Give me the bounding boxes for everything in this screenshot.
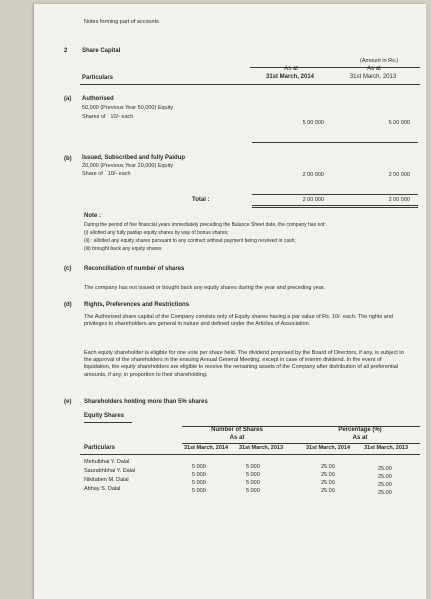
shares-2013-cell: 5 000 [246, 472, 260, 478]
shares-2013-cell: 5 000 [246, 488, 260, 494]
note-number: 2 [64, 48, 68, 54]
col-2014-asat: As at [284, 66, 298, 72]
total-2014: 2 00 000 [302, 197, 324, 203]
pct-2014-cell: 25.00 [321, 472, 335, 478]
section-d-title: Rights, Preferences and Restrictions [84, 302, 190, 308]
total-bottom-rule-1 [252, 205, 418, 206]
authorised-rule [252, 142, 418, 143]
note-intro: During the period of five financial years immediately preceding the Balance Sheet date, the company has not: [84, 222, 326, 228]
shares-2014-cell: 5 000 [192, 472, 206, 478]
section-d-para2: Each equity shareholder is eligible for one vote per share held. The dividend proposed by the Board of Directors, if any, is subject to the approval of the shareholders in the ensuing Annual General Meeting, except in case of interim dividend. In the event of liquidation, the equity shareholders are eligible to receive the remaining assets of the Company after distribution of all preferential amounts, if any, in proportion to their shareholding. [84, 350, 404, 378]
note-item: (ii) : allotted any equity shares pursuant to any contract without payment being received in cash; [84, 238, 296, 244]
shareholders-particulars-header: Particulars [84, 445, 116, 451]
section-c-title: Reconciliation of number of shares [84, 266, 185, 272]
pct-2013-cell: 25.00 [378, 490, 392, 496]
particulars-header: Particulars [82, 75, 114, 81]
note-item: (iii) brought back any equity shares [84, 246, 162, 252]
pct-col-2013: 31st March, 2013 [364, 445, 409, 451]
col-2014-date: 31st March, 2014 [265, 74, 315, 80]
percentage-asat: As at [352, 435, 368, 441]
shares-2013-cell: 5 000 [246, 464, 260, 470]
header-bottom-rule [80, 84, 420, 85]
issued-2014: 2 00 000 [302, 172, 324, 178]
total-top-rule [252, 194, 418, 195]
note-item: (i) allotted any fully paidup equity shares by way of bonus shares; [84, 230, 229, 236]
section-e-title: Shareholders holding more than 5% shares [84, 399, 208, 405]
amount-note: (Amount in Rs.) [360, 58, 399, 64]
note-heading: Note : [84, 213, 101, 219]
section-a-label: (a) [64, 96, 72, 102]
section-d-label: (d) [64, 302, 72, 308]
pct-2014-cell: 25.00 [321, 488, 335, 494]
col-2013-date: 31st March, 2013 [349, 74, 397, 80]
total-2013: 2 00 000 [388, 197, 410, 203]
section-c-text: The company has not issued or bought back any equity shares during the year and preceding year. [84, 285, 325, 291]
page-header-title: Notes forming part of accounts [84, 19, 159, 25]
issued-title: Issued, Subscribed and fully Paidup [82, 155, 186, 161]
pct-2013-cell: 25.00 [378, 482, 392, 488]
col-2013-asat: As at [367, 66, 381, 72]
percentage-header: Percentage (%) [338, 427, 382, 433]
shares-col-2013: 31st March, 2013 [239, 445, 284, 451]
authorised-line2: Shares of ` 10/- each [82, 114, 134, 120]
number-of-shares-header: Number of Shares [211, 427, 263, 433]
pct-2014-cell: 25.00 [321, 464, 335, 470]
note-title: Share Capital [82, 48, 121, 54]
authorised-line1: 50,000 (Previous Year 50,000) Equity [82, 105, 174, 111]
document-page [34, 4, 426, 599]
shares-2014-cell: 5 000 [192, 488, 206, 494]
section-d-para1: The Authorised share capital of the Company consists only of Equity shares having a par value of Rs. 10/- each. The rights and privileges to shareholders are general in nature and defined under the Articles of Association. [84, 314, 393, 328]
authorised-title: Authorised [82, 96, 114, 102]
shares-2014-cell: 5 000 [192, 480, 206, 486]
shareholder-name: Nikitaben M. Dalal [84, 477, 129, 483]
shares-2013-cell: 5 000 [246, 480, 260, 486]
issued-line2: Share of ` 10/- each [82, 171, 131, 177]
issued-2013: 2 00 000 [388, 172, 410, 178]
section-b-label: (b) [64, 156, 72, 162]
shares-2014-cell: 5 000 [192, 464, 206, 470]
shareholders-header-bottom-rule [80, 454, 420, 455]
authorised-2013: 5 00 000 [388, 120, 410, 126]
section-e-label: (e) [64, 399, 72, 405]
shareholder-name: Abhay S. Dalal [84, 486, 121, 492]
authorised-2014: 5 00 000 [302, 120, 324, 126]
subtitle-underline [84, 422, 132, 423]
pct-2014-cell: 25.00 [321, 480, 335, 486]
pct-2013-cell: 25.00 [378, 474, 392, 480]
issued-line1: 20,000 (Previous Year 20,000) Equity [82, 163, 174, 169]
equity-shares-subtitle: Equity Shares [84, 413, 125, 419]
total-label: Total : [192, 197, 210, 203]
shares-col-2014: 31st March, 2014 [184, 445, 229, 451]
shareholders-mid-rule [182, 443, 420, 444]
pct-col-2014: 31st March, 2014 [306, 445, 351, 451]
section-c-label: (c) [64, 266, 72, 272]
shareholder-name: Mehulbhai Y. Dalal [84, 459, 130, 465]
pct-2013-cell: 25.00 [378, 466, 392, 472]
number-asat: As at [229, 435, 245, 441]
shareholder-name: Saurabhbhai Y. Dalal [84, 468, 136, 474]
total-bottom-rule-2 [252, 207, 418, 208]
